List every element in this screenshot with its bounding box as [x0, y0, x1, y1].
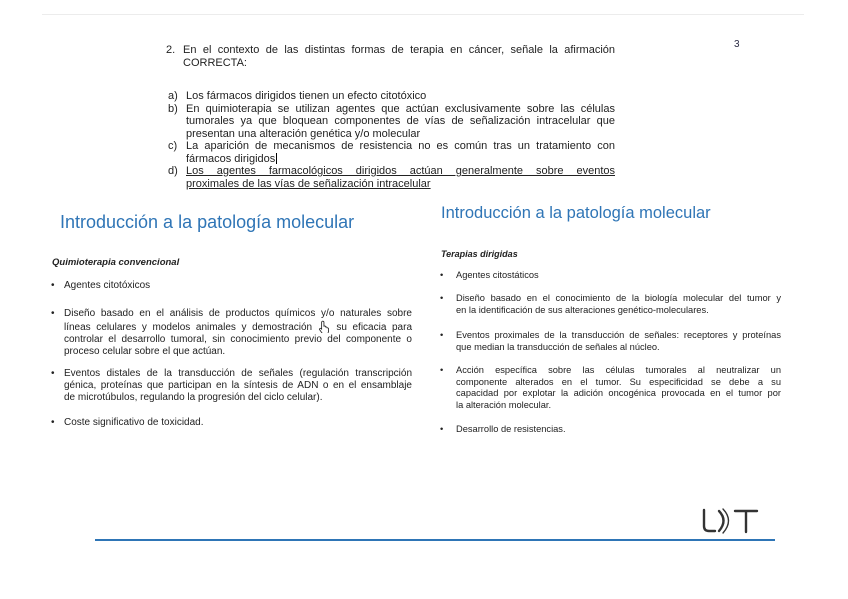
list-item [440, 424, 781, 436]
bullet-line: capacidad por explotar la adición oncogénica provocada en el tumor por [456, 388, 781, 399]
option-line: En quimioterapia se utilizan agentes que actúan exclusivamente sobre las células [186, 102, 615, 115]
question-stem-line: CORRECTA: [183, 56, 247, 69]
list-item [51, 417, 412, 429]
option-d [168, 165, 615, 190]
list-item [440, 293, 781, 316]
bullet-marker: • [51, 368, 55, 379]
bullet-line: componente alterados en el tumor. Su especificidad se debe a su [456, 376, 781, 387]
bullet-marker: • [51, 308, 55, 319]
option-line [186, 153, 615, 166]
bullet-line: controlar el desarrollo tumoral, sin conocimiento previo del componente o [64, 334, 412, 345]
bullet-line: Agentes citotóxicos [64, 280, 151, 291]
footer-rule [95, 539, 775, 541]
option-line: proximales de las vías de señalización intracelular [186, 177, 431, 190]
bullet-marker: • [440, 365, 444, 375]
hand-pointer-icon [318, 320, 331, 333]
bullet-line: de microtúbulos, regulando la progresión del ciclo celular). [64, 392, 323, 403]
option-letter: c) [168, 140, 178, 152]
bullet-line-text: su eficacia para [336, 322, 413, 333]
bullet-line: que median la transducción de señales al núcleo. [456, 341, 660, 352]
bullet-line: Acción específica sobre las células tumorales al neutralizar un [456, 365, 781, 375]
left-slide-title: Introducción a la patología molecular [60, 212, 355, 232]
bullet-line-text: líneas celulares y modelos animales y demostración [64, 322, 313, 333]
list-item [51, 368, 412, 404]
question-stem-line: En el contexto de las distintas formas de terapia en cáncer, señale la afirmación [183, 44, 615, 56]
bullet-marker: • [51, 280, 55, 291]
list-item [440, 270, 781, 282]
option-line-text: fármacos dirigidos [186, 152, 276, 165]
bullet-marker: • [440, 330, 444, 340]
option-text [186, 103, 615, 141]
option-line: Los fármacos dirigidos tienen un efecto citotóxico [186, 90, 427, 102]
bullet-line: Diseño basado en el análisis de productos químicos y/o naturales sobre [64, 308, 412, 319]
top-divider [42, 14, 804, 15]
option-text-underlined [186, 165, 615, 190]
option-text [186, 140, 615, 165]
question-stem [183, 44, 615, 69]
bullet-marker: • [440, 293, 444, 303]
bullet-line: proceso celular sobre el que actúan. [64, 346, 226, 357]
bullet-line: la alteración molecular. [456, 400, 552, 411]
bullet-line: en la identificación de sus alteraciones genético-moleculares. [456, 304, 709, 315]
list-item [51, 308, 412, 358]
text-caret [276, 153, 277, 164]
bullet-line: Agentes citostáticos [456, 270, 539, 280]
option-line: tumorales ya que bloquean componentes de vías de señalización intracelular que [186, 115, 615, 127]
bullet-line: Desarrollo de resistencias. [456, 424, 566, 434]
bullet-marker: • [440, 270, 444, 280]
list-item [440, 330, 781, 353]
list-item [440, 365, 781, 412]
bullet-line: Eventos distales de la transducción de señales (regulación transcripción [64, 368, 412, 379]
option-a [168, 90, 615, 103]
option-line: La aparición de mecanismos de resistencia no es común tras un tratamiento con [186, 140, 615, 152]
bullet-line: génica, proteínas que participan en la síntesis de ADN o en el ensamblaje [64, 380, 412, 391]
bullet-line: Diseño basado en el conocimiento de la biología molecular del tumor y [456, 293, 781, 303]
right-slide-title: Introducción a la patología molecular [441, 204, 711, 222]
option-line: Los agentes farmacológicos dirigidos actúan generalmente sobre eventos [186, 165, 615, 177]
bullet-line: Eventos proximales de la transducción de señales: receptores y proteínas [456, 330, 781, 340]
option-text [186, 90, 615, 103]
option-letter: b) [168, 102, 178, 115]
bullet-marker: • [51, 417, 55, 428]
option-line: presentan una alteración genética y/o molecular [186, 127, 421, 140]
right-slide-subtitle: Terapias dirigidas [441, 248, 518, 259]
question-number: 2. [166, 44, 176, 56]
logo [698, 505, 764, 537]
list-item [51, 280, 412, 292]
option-letter: d) [168, 165, 178, 177]
bullet-line [64, 320, 412, 334]
left-slide-subtitle: Quimioterapia convencional [52, 257, 180, 268]
option-b [168, 103, 615, 141]
option-letter: a) [168, 90, 178, 102]
page-number: 3 [734, 39, 740, 50]
bullet-line: Coste significativo de toxicidad. [64, 417, 204, 428]
option-c [168, 140, 615, 165]
bullet-marker: • [440, 424, 444, 434]
